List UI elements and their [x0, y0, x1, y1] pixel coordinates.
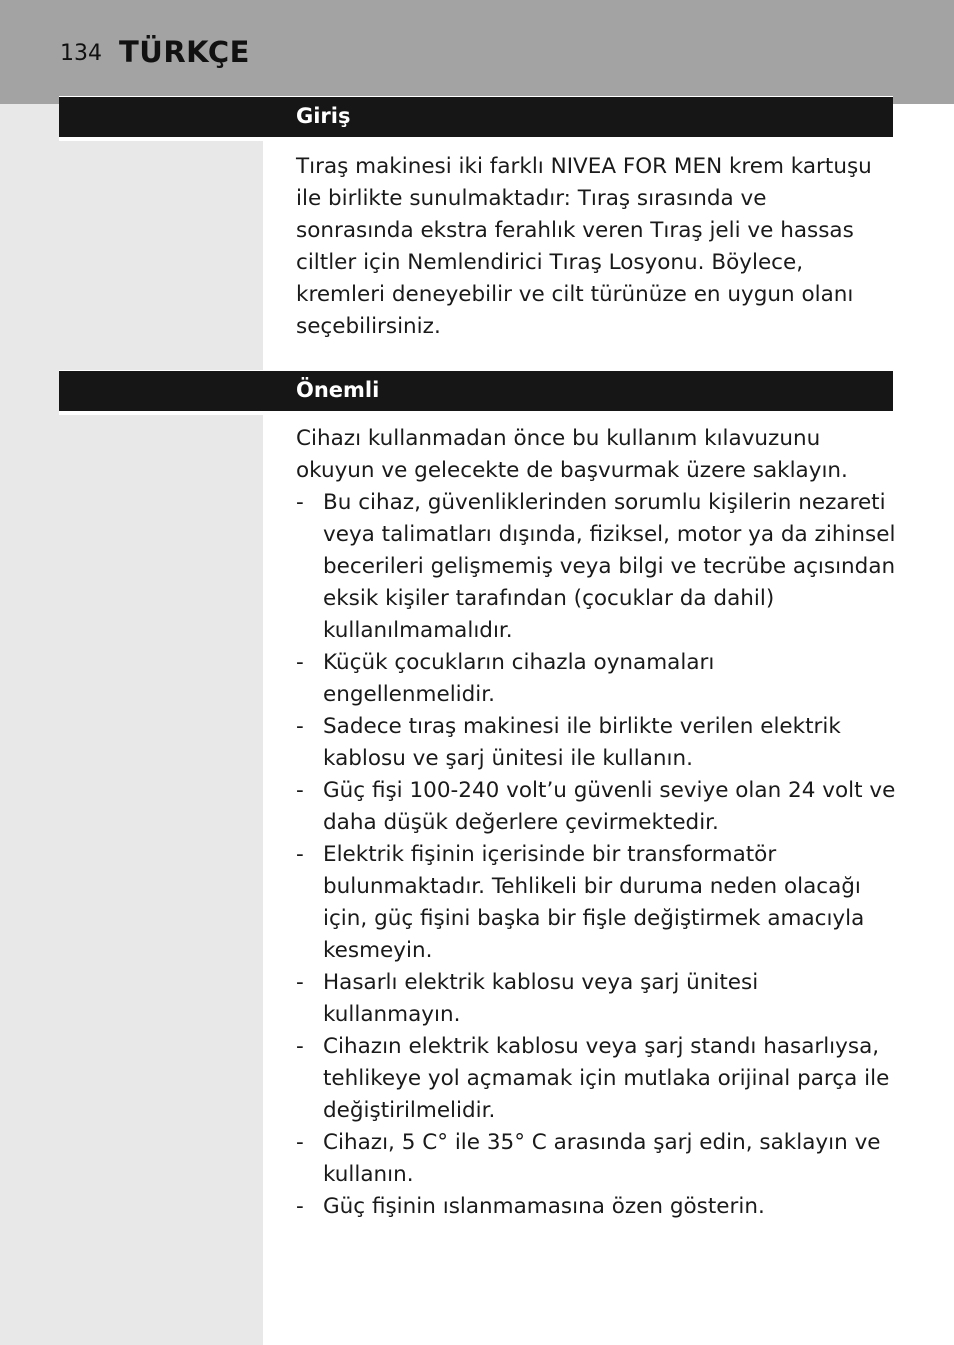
warning-list [296, 487, 906, 1223]
list-item [296, 839, 906, 967]
list-item [296, 487, 906, 647]
list-item [296, 967, 906, 1031]
list-item [296, 711, 906, 775]
list-item-text: Sadece tıraş makinesi ile birlikte verilen elektrik kablosu ve şarj ünitesi ile kullanın. [323, 714, 841, 771]
bullet-dash: - [296, 1130, 304, 1155]
section-divider [59, 411, 263, 415]
list-item-text: Güç fişi 100-240 volt’u güvenli seviye olan 24 volt ve daha düşük değerlere çevirmektedir. [323, 778, 896, 835]
list-item-text: Elektrik fişinin içerisinde bir transformatör bulunmaktadır. Tehlikeli bir duruma neden olacağı için, güç fişini başka bir fişle değiştirmek amacıyla kesmeyin. [323, 842, 865, 963]
list-item-text: Bu cihaz, güvenliklerinden sorumlu kişilerin nezareti veya talimatları dışında, fiziksel, motor ya da zihinsel becerileri gelişmemiş veya bilgi ve tecrübe açısından eksik kişiler tarafından (çocuklar da dahil) kullanılmamalıdır. [323, 490, 896, 643]
section-heading-bar-onemli [59, 370, 893, 411]
bullet-dash: - [296, 842, 304, 867]
bullet-dash: - [296, 490, 304, 515]
list-item-text: Küçük çocukların cihazla oynamaları engellenmelidir. [323, 650, 715, 707]
page-title: TÜRKÇE [119, 35, 250, 69]
list-item [296, 1191, 906, 1223]
list-item [296, 1031, 906, 1127]
bullet-dash: - [296, 1034, 304, 1059]
bullet-dash: - [296, 778, 304, 803]
list-item-text: Cihazı, 5 C° ile 35° C arasında şarj edin, saklayın ve kullanın. [323, 1130, 881, 1187]
list-item [296, 1127, 906, 1191]
list-item-text: Güç fişinin ıslanmamasına özen gösterin. [323, 1194, 765, 1219]
intro-paragraph: Tıraş makinesi iki farklı NIVEA FOR MEN krem kartuşu ile birlikte sunulmaktadır: Tıraş sırasında ve sonrasında ekstra ferahlık veren Tıraş jeli ve hassas ciltler için Nemlendirici Tıraş Losyonu. Böylece, kremleri deneyebilir ve cilt türünüze en uygun olanı seçebilirsiniz. [296, 154, 872, 339]
list-item-text: Cihazın elektrik kablosu veya şarj standı hasarlıysa, tehlikeye yol açmamak için mutlaka orijinal parça ile değiştirilmelidir. [323, 1034, 890, 1123]
list-item [296, 647, 906, 711]
bullet-dash: - [296, 650, 304, 675]
important-intro-paragraph: Cihazı kullanmadan önce bu kullanım kılavuzunu okuyun ve gelecekte de başvurmak üzere saklayın. [296, 426, 848, 483]
page-side-margin [0, 104, 263, 1345]
section-heading-bar-giris [59, 96, 893, 137]
section-divider [59, 137, 263, 141]
section-heading-onemli: Önemli [296, 378, 380, 402]
bullet-dash: - [296, 714, 304, 739]
page-number: 134 [60, 41, 102, 66]
list-item [296, 775, 906, 839]
bullet-dash: - [296, 1194, 304, 1219]
list-item-text: Hasarlı elektrik kablosu veya şarj ünitesi kullanmayın. [323, 970, 759, 1027]
section-heading-giris: Giriş [296, 104, 351, 128]
bullet-dash: - [296, 970, 304, 995]
